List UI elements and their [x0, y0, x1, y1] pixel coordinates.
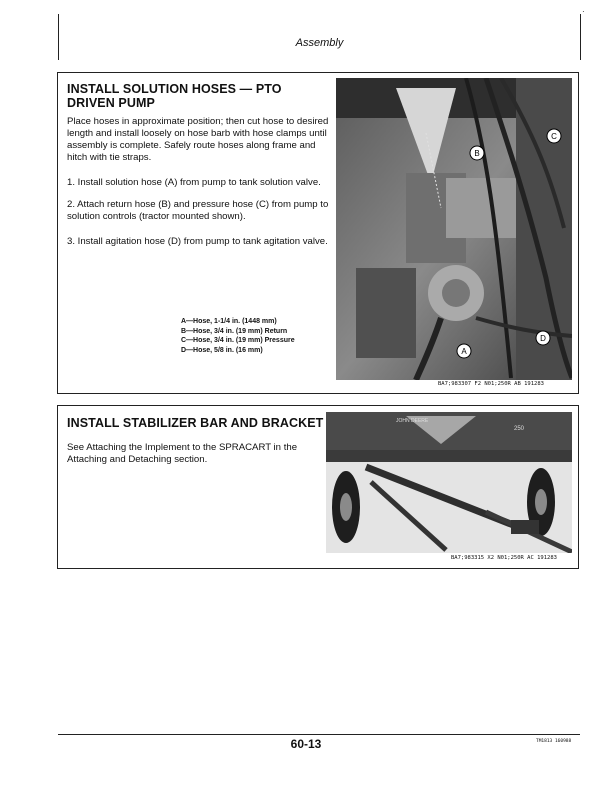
section-solution-hoses	[57, 72, 579, 394]
reference-paragraph: See Attaching the Implement to the SPRACART in the Attaching and Detaching section.	[67, 442, 298, 465]
section-title: INSTALL SOLUTION HOSES — PTO DRIVEN PUMP	[67, 82, 282, 110]
stabilizer-bar-photo	[326, 412, 572, 553]
photo-model-text: 250	[514, 426, 525, 432]
intro-paragraph: Place hoses in approximate position; then cut hose to desired length and install loosely on hose barb with hose clamps until assembly is complete. Safely route hoses along frame and hitch with tie straps.	[67, 116, 329, 163]
step-3: 3. Install agitation hose (D) from pump to tank agitation valve.	[67, 236, 328, 247]
legend-item-b: B—Hose, 3/4 in. (19 mm) Return	[181, 327, 288, 335]
callout-d-label: D	[540, 334, 546, 343]
legend-item-c: C—Hose, 3/4 in. (19 mm) Pressure	[181, 337, 295, 345]
footer-rule	[58, 734, 580, 735]
hose-legend	[181, 317, 295, 355]
callout-a	[457, 344, 471, 358]
step-2: 2. Attach return hose (B) and pressure hose (C) from pump to solution controls (tractor mounted shown).	[67, 199, 329, 222]
corner-mark: ·	[582, 7, 585, 16]
header-title: Assembly	[295, 37, 344, 49]
section-stabilizer-bar	[57, 405, 579, 569]
footer-code: TM1813 160988	[536, 739, 572, 744]
legend-item-a: A—Hose, 1-1/4 in. (1448 mm)	[181, 318, 277, 325]
callout-b	[470, 146, 484, 160]
section-title: INSTALL STABILIZER BAR AND BRACKET	[67, 416, 324, 430]
callout-b-label: B	[474, 149, 480, 158]
callout-c-label: C	[551, 132, 557, 141]
callout-a-label: A	[461, 347, 467, 356]
callout-c	[547, 129, 561, 143]
pump-hoses-photo	[336, 78, 572, 380]
legend-item-d: D—Hose, 5/8 in. (16 mm)	[181, 346, 263, 354]
photo-caption: BA7;983315 X2 N01;250R AC 191283	[451, 555, 557, 561]
photo-caption: BA7;983307 F2 N01;250R AB 191283	[438, 381, 544, 387]
photo-brand-text: JOHN DEERE	[396, 418, 429, 424]
callout-d	[536, 331, 550, 345]
step-1: 1. Install solution hose (A) from pump to tank solution valve.	[67, 177, 321, 188]
page-number: 60-13	[290, 737, 322, 751]
